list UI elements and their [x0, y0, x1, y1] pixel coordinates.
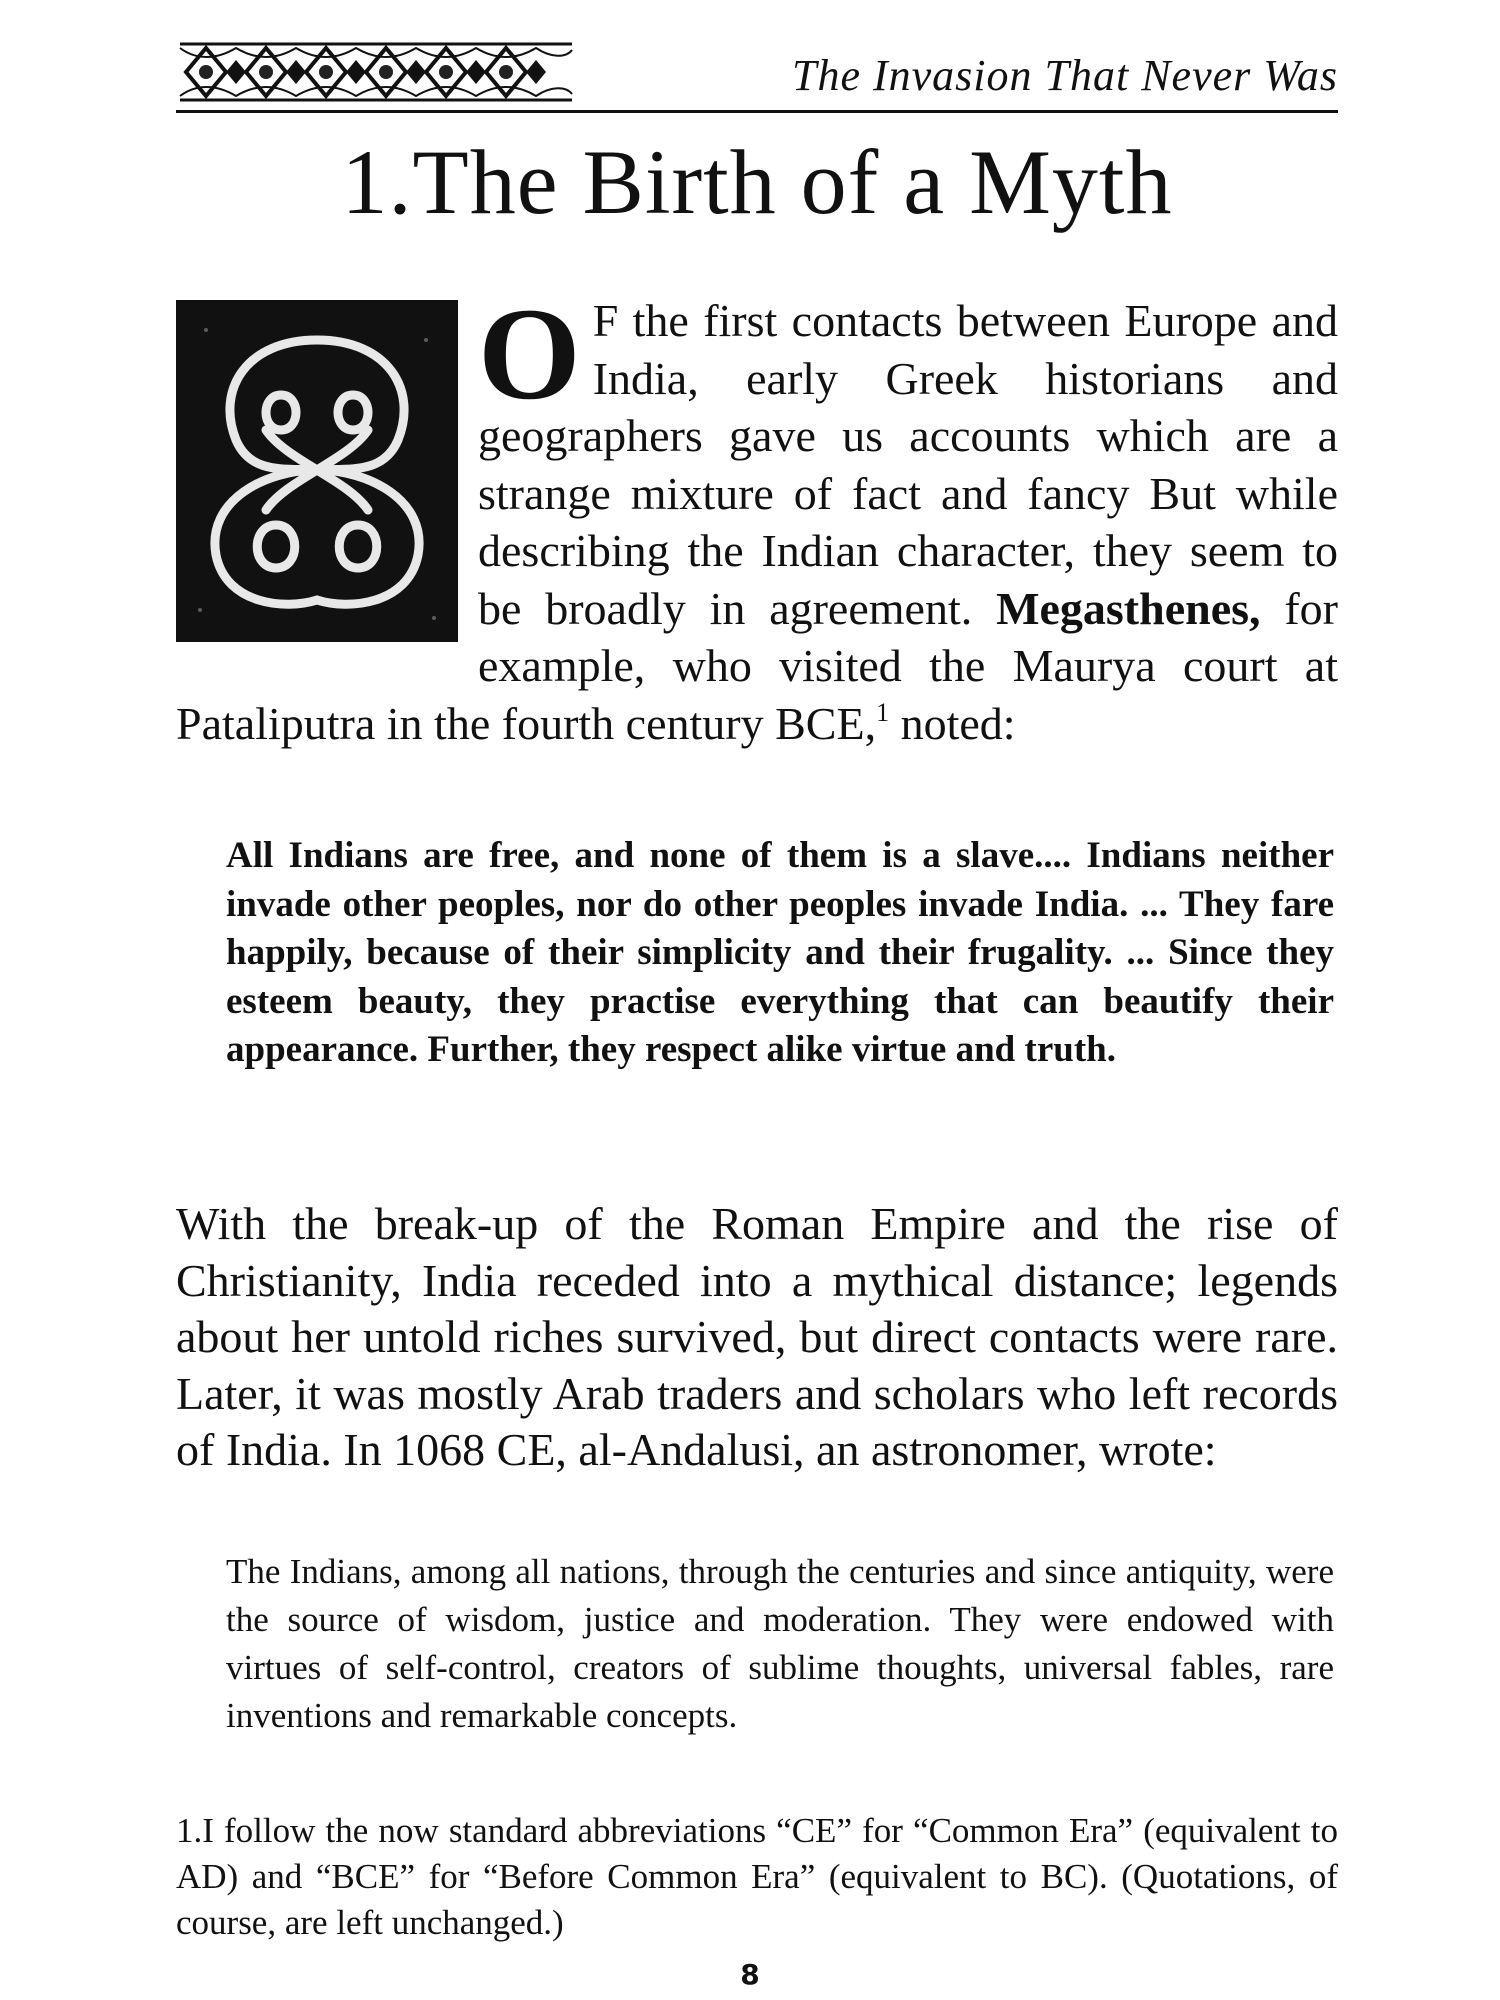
running-header: [176, 28, 1338, 112]
intro-text-end: noted:: [889, 697, 1016, 749]
ornament-spacer: [176, 292, 478, 692]
intro-paragraph: [176, 280, 1338, 752]
lattice-band-ornament-icon: [176, 34, 576, 110]
intro-text: F the first contacts between Europe and India, early Greek historians and geographers gave us accounts which are a strange mixture of fact and fancy But while describing the Indian character, they seem to be broadly in agreement.: [478, 295, 1338, 634]
chapter-title: 1.The Birth of a Myth: [341, 131, 1173, 233]
block-quote-andalusi: The Indians, among all nations, through the centuries and since antiquity, were the source of wisdom, justice and moderation. They were endowed with virtues of self-control, creators of sublime thoughts, universal fables, rare inventions and remarkable concepts.: [226, 1552, 1334, 1735]
intro-text-continued: for example, who visited the Maurya court at Pataliputra in the fourth century BCE,: [176, 582, 1338, 749]
page-number: 8: [740, 1958, 760, 1991]
header-rule: [176, 110, 1338, 113]
running-title: The Invasion That Never Was: [791, 51, 1338, 100]
block-quote-megasthenes: All Indians are free, and none of them is a slave.... Indians neither invade other peoples, nor do other peoples invade India. ... They fare happily, because of their simplicity and their frugality. ... Since they esteem beauty, they practise everything that can beautify their appearance. Further, they respect alike virtue and truth.: [226, 835, 1334, 1070]
footnote: 1.I follow the now standard abbreviations “CE” for “Common Era” (equivalent to AD) and “BCE” for “Before Common Era” (equivalent to BC). (Quotations, of course, are left unchanged.): [176, 1811, 1338, 1942]
drop-cap: O: [478, 280, 581, 427]
footnote-marker: 1: [876, 697, 890, 727]
body-paragraph: With the break-up of the Roman Empire and the rise of Christianity, India receded into a mythical distance; legends about her untold riches survived, but direct contacts were rare. Later, it was mostly Arab traders and scholars who left records of India. In 1068 CE, al-Andalusi, an astronomer, wrote:: [176, 1198, 1338, 1475]
name-megasthenes: Megasthenes,: [996, 582, 1261, 634]
